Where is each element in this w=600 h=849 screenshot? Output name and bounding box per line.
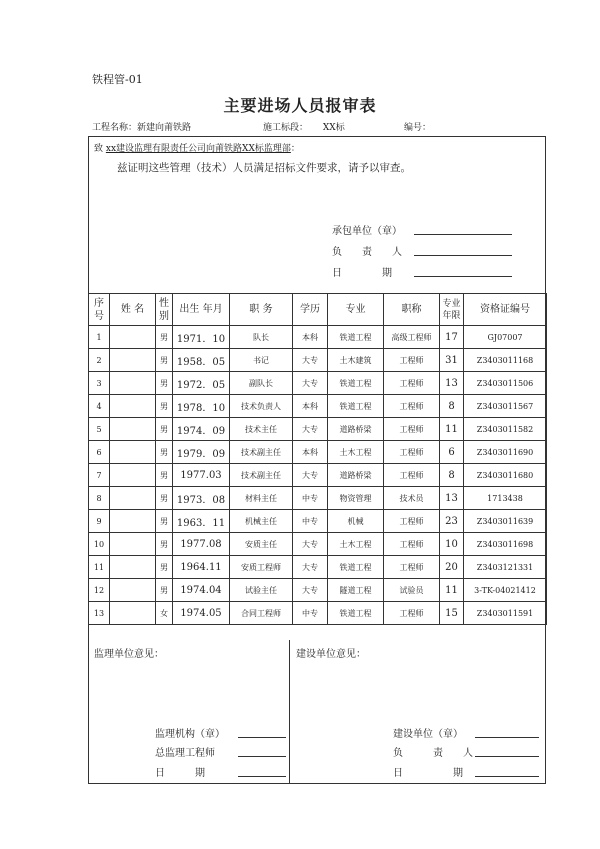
row-title: 工程师 bbox=[384, 372, 440, 395]
row-title: 工程师 bbox=[384, 441, 440, 464]
row-edu: 中专 bbox=[293, 602, 328, 625]
supervisor-opinion-label: 监理单位意见： bbox=[94, 649, 164, 660]
addressee-prefix: 致 bbox=[94, 144, 104, 154]
row-cert: Z3403011639 bbox=[464, 510, 547, 533]
table-row bbox=[89, 602, 547, 625]
table-row bbox=[89, 372, 547, 395]
row-name bbox=[110, 441, 156, 464]
page-title: 主要进场人员报审表 bbox=[223, 96, 377, 115]
row-position: 安质工程师 bbox=[230, 556, 293, 579]
row-cert: Z3403011698 bbox=[464, 533, 547, 556]
row-major: 铁道工程 bbox=[328, 556, 384, 579]
row-no: 3 bbox=[89, 372, 110, 395]
table-row bbox=[89, 533, 547, 556]
statement-text: 兹证明这些管理（技术）人员满足招标文件要求，请予以审查。 bbox=[117, 162, 411, 174]
row-major: 铁道工程 bbox=[328, 326, 384, 349]
row-edu: 本科 bbox=[293, 326, 328, 349]
row-edu: 中专 bbox=[293, 487, 328, 510]
header-major: 专业 bbox=[328, 294, 384, 326]
row-major: 物资管理 bbox=[328, 487, 384, 510]
row-major: 隧道工程 bbox=[328, 579, 384, 602]
supervisor-date-line bbox=[238, 776, 286, 777]
row-no: 7 bbox=[89, 464, 110, 487]
row-edu: 本科 bbox=[293, 395, 328, 418]
row-cert: Z3403011591 bbox=[464, 602, 547, 625]
table-row bbox=[89, 579, 547, 602]
row-title: 工程师 bbox=[384, 464, 440, 487]
row-no: 13 bbox=[89, 602, 110, 625]
personnel-table bbox=[88, 293, 547, 625]
contractor-head-label: 负 责 人 bbox=[332, 247, 402, 258]
row-name bbox=[110, 579, 156, 602]
row-years: 20 bbox=[440, 556, 464, 579]
row-title: 高级工程师 bbox=[384, 326, 440, 349]
row-sex: 男 bbox=[156, 556, 173, 579]
row-birth: 1971．10 bbox=[173, 326, 230, 349]
row-position: 机械主任 bbox=[230, 510, 293, 533]
section-field bbox=[263, 120, 345, 133]
row-title: 工程师 bbox=[384, 533, 440, 556]
supervisor-date-label: 日 期 bbox=[155, 768, 205, 779]
addressee-suffix: ： bbox=[290, 144, 300, 154]
header-sex: 性别 bbox=[156, 294, 173, 326]
row-no: 11 bbox=[89, 556, 110, 579]
addressee bbox=[94, 141, 300, 154]
row-name bbox=[110, 372, 156, 395]
contractor-head-line bbox=[414, 255, 512, 256]
row-title: 工程师 bbox=[384, 349, 440, 372]
header-position: 职 务 bbox=[230, 294, 293, 326]
table-row bbox=[89, 556, 547, 579]
header-edu: 学历 bbox=[293, 294, 328, 326]
project-name: 新建向莆铁路 bbox=[137, 123, 192, 133]
row-no: 9 bbox=[89, 510, 110, 533]
row-no: 1 bbox=[89, 326, 110, 349]
row-position: 副队长 bbox=[230, 372, 293, 395]
row-birth: 1974.05 bbox=[173, 602, 230, 625]
row-title: 工程师 bbox=[384, 602, 440, 625]
row-years: 23 bbox=[440, 510, 464, 533]
row-position: 技术主任 bbox=[230, 418, 293, 441]
opinion-divider bbox=[289, 640, 290, 784]
contractor-date-line bbox=[414, 276, 512, 277]
row-position: 书记 bbox=[230, 349, 293, 372]
row-years: 6 bbox=[440, 441, 464, 464]
row-major: 铁道工程 bbox=[328, 602, 384, 625]
row-major: 铁道工程 bbox=[328, 372, 384, 395]
table-row bbox=[89, 487, 547, 510]
row-no: 12 bbox=[89, 579, 110, 602]
row-years: 10 bbox=[440, 533, 464, 556]
row-years: 8 bbox=[440, 395, 464, 418]
row-years: 17 bbox=[440, 326, 464, 349]
owner-date-line bbox=[475, 776, 539, 777]
row-name bbox=[110, 533, 156, 556]
row-no: 6 bbox=[89, 441, 110, 464]
table-header-row bbox=[89, 294, 547, 326]
row-sex: 男 bbox=[156, 579, 173, 602]
row-years: 8 bbox=[440, 464, 464, 487]
row-birth: 1974.04 bbox=[173, 579, 230, 602]
row-no: 4 bbox=[89, 395, 110, 418]
row-birth: 1964.11 bbox=[173, 556, 230, 579]
owner-opinion-label: 建设单位意见： bbox=[296, 649, 366, 660]
header-birth: 出生 年月 bbox=[173, 294, 230, 326]
table-row bbox=[89, 510, 547, 533]
supervisor-org-line bbox=[238, 737, 286, 738]
row-sex: 男 bbox=[156, 487, 173, 510]
header-name: 姓 名 bbox=[110, 294, 156, 326]
row-name bbox=[110, 602, 156, 625]
row-birth: 1974．09 bbox=[173, 418, 230, 441]
row-position: 合同工程师 bbox=[230, 602, 293, 625]
row-name bbox=[110, 487, 156, 510]
row-title: 工程师 bbox=[384, 556, 440, 579]
row-title: 工程师 bbox=[384, 395, 440, 418]
row-sex: 男 bbox=[156, 510, 173, 533]
row-years: 11 bbox=[440, 579, 464, 602]
table-row bbox=[89, 441, 547, 464]
owner-head-label: 负 责 人 bbox=[393, 748, 473, 759]
header-years: 专业年限 bbox=[440, 294, 464, 326]
row-birth: 1958．05 bbox=[173, 349, 230, 372]
row-major: 土木工程 bbox=[328, 441, 384, 464]
row-cert: Z3403011582 bbox=[464, 418, 547, 441]
row-sex: 女 bbox=[156, 602, 173, 625]
row-birth: 1978．10 bbox=[173, 395, 230, 418]
owner-unit-label: 建设单位（章） bbox=[393, 729, 463, 740]
supervisor-chief-label: 总监理工程师 bbox=[155, 748, 215, 759]
row-years: 11 bbox=[440, 418, 464, 441]
row-edu: 本科 bbox=[293, 441, 328, 464]
contractor-unit-line bbox=[414, 234, 512, 235]
row-edu: 大专 bbox=[293, 464, 328, 487]
number-label: 编号： bbox=[404, 123, 432, 133]
form-number: 铁程管-01 bbox=[92, 73, 143, 86]
row-name bbox=[110, 418, 156, 441]
row-birth: 1973．08 bbox=[173, 487, 230, 510]
owner-head-line bbox=[475, 756, 539, 757]
row-sex: 男 bbox=[156, 372, 173, 395]
row-position: 技术负责人 bbox=[230, 395, 293, 418]
row-cert: 1713438 bbox=[464, 487, 547, 510]
row-edu: 大专 bbox=[293, 556, 328, 579]
row-major: 道路桥梁 bbox=[328, 464, 384, 487]
owner-unit-line bbox=[475, 737, 539, 738]
header-title: 职称 bbox=[384, 294, 440, 326]
row-major: 铁道工程 bbox=[328, 395, 384, 418]
row-birth: 1972．05 bbox=[173, 372, 230, 395]
row-position: 安质主任 bbox=[230, 533, 293, 556]
owner-date-label: 日 期 bbox=[393, 768, 463, 779]
table-row bbox=[89, 418, 547, 441]
row-sex: 男 bbox=[156, 418, 173, 441]
row-name bbox=[110, 349, 156, 372]
row-edu: 大专 bbox=[293, 418, 328, 441]
row-name bbox=[110, 395, 156, 418]
row-edu: 大专 bbox=[293, 533, 328, 556]
row-sex: 男 bbox=[156, 464, 173, 487]
row-cert: Z3403011506 bbox=[464, 372, 547, 395]
row-cert: 3-TK-04021412 bbox=[464, 579, 547, 602]
row-years: 31 bbox=[440, 349, 464, 372]
section-value: XX标 bbox=[322, 123, 345, 133]
row-position: 队长 bbox=[230, 326, 293, 349]
row-title: 工程师 bbox=[384, 510, 440, 533]
table-row bbox=[89, 395, 547, 418]
row-name bbox=[110, 556, 156, 579]
table-row bbox=[89, 326, 547, 349]
table-row bbox=[89, 349, 547, 372]
supervisor-chief-line bbox=[238, 756, 286, 757]
row-sex: 男 bbox=[156, 349, 173, 372]
header-no: 序号 bbox=[89, 294, 110, 326]
row-major: 土木建筑 bbox=[328, 349, 384, 372]
row-sex: 男 bbox=[156, 395, 173, 418]
row-cert: Z3403011680 bbox=[464, 464, 547, 487]
row-position: 技术副主任 bbox=[230, 464, 293, 487]
row-birth: 1977.03 bbox=[173, 464, 230, 487]
table-row bbox=[89, 464, 547, 487]
section-label: 施工标段： bbox=[263, 123, 309, 133]
supervisor-org-label: 监理机构（章） bbox=[155, 729, 225, 740]
row-cert: Z3403011690 bbox=[464, 441, 547, 464]
row-position: 技术副主任 bbox=[230, 441, 293, 464]
row-title: 技术员 bbox=[384, 487, 440, 510]
row-no: 10 bbox=[89, 533, 110, 556]
row-major: 道路桥梁 bbox=[328, 418, 384, 441]
row-position: 试验主任 bbox=[230, 579, 293, 602]
row-no: 8 bbox=[89, 487, 110, 510]
row-years: 15 bbox=[440, 602, 464, 625]
row-name bbox=[110, 326, 156, 349]
row-birth: 1979．09 bbox=[173, 441, 230, 464]
project-field bbox=[92, 120, 191, 133]
addressee-name: xx建设监理有限责任公司向莆铁路XX标监理部 bbox=[105, 144, 291, 154]
row-edu: 中专 bbox=[293, 510, 328, 533]
row-birth: 1977.08 bbox=[173, 533, 230, 556]
row-cert: Z3403011567 bbox=[464, 395, 547, 418]
row-major: 土木工程 bbox=[328, 533, 384, 556]
row-years: 13 bbox=[440, 487, 464, 510]
row-birth: 1963．11 bbox=[173, 510, 230, 533]
row-sex: 男 bbox=[156, 533, 173, 556]
row-title: 工程师 bbox=[384, 418, 440, 441]
row-cert: GJ07007 bbox=[464, 326, 547, 349]
row-position: 材料主任 bbox=[230, 487, 293, 510]
row-no: 2 bbox=[89, 349, 110, 372]
contractor-date-label: 日 期 bbox=[332, 268, 392, 279]
row-years: 13 bbox=[440, 372, 464, 395]
row-name bbox=[110, 510, 156, 533]
row-edu: 大专 bbox=[293, 579, 328, 602]
row-sex: 男 bbox=[156, 326, 173, 349]
row-no: 5 bbox=[89, 418, 110, 441]
row-title: 试验员 bbox=[384, 579, 440, 602]
row-edu: 大专 bbox=[293, 372, 328, 395]
header-cert: 资格证编号 bbox=[464, 294, 547, 326]
row-edu: 大专 bbox=[293, 349, 328, 372]
row-name bbox=[110, 464, 156, 487]
row-sex: 男 bbox=[156, 441, 173, 464]
row-major: 机械 bbox=[328, 510, 384, 533]
row-cert: Z3403121331 bbox=[464, 556, 547, 579]
project-label: 工程名称： bbox=[92, 123, 138, 133]
contractor-unit-label: 承包单位（章） bbox=[332, 226, 402, 237]
row-cert: Z3403011168 bbox=[464, 349, 547, 372]
